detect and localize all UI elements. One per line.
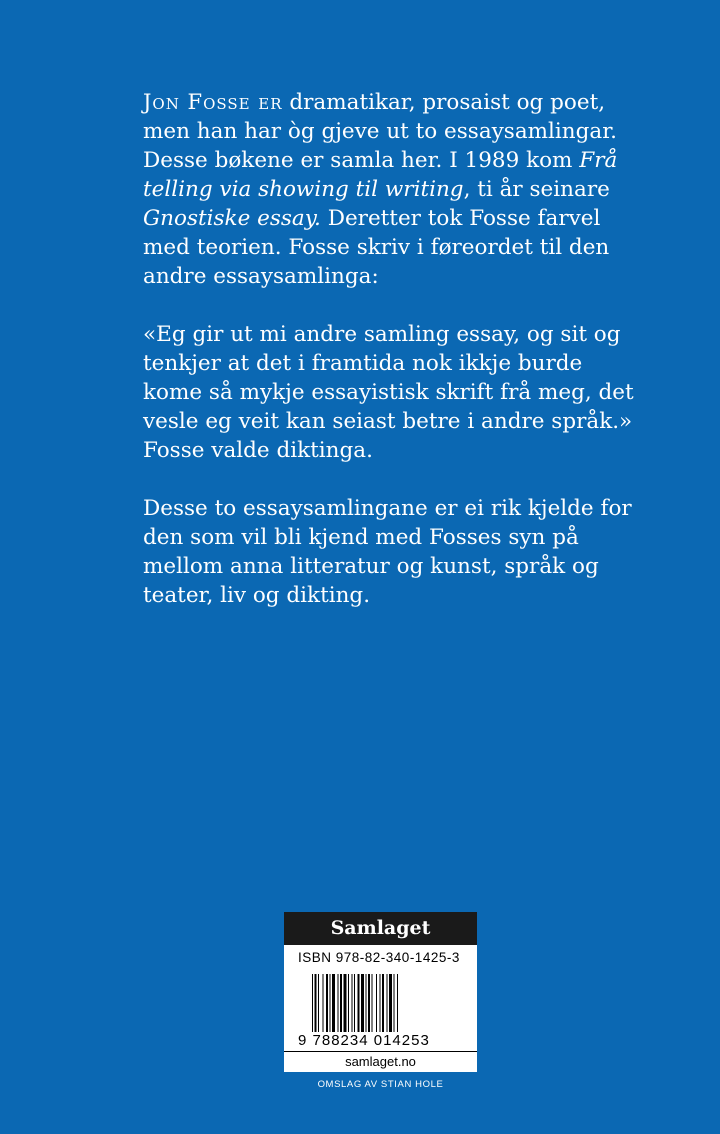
barcode-digits: 9 788234 014253 <box>298 1032 430 1049</box>
blurb-text: , ti år seinare <box>463 177 610 202</box>
blurb-text: dramatikar, prosaist og poet, men han har òg gjeve ut to essaysamlingar. Desse bøkene er samla her. I 1989 kom <box>143 90 617 173</box>
publisher-logo: Samlaget <box>284 912 477 945</box>
blurb-paragraph-1 <box>143 88 643 291</box>
author-lead: Jon Fosse er <box>143 90 283 114</box>
barcode-box <box>284 912 477 1072</box>
publisher-website: samlaget.no <box>284 1051 477 1073</box>
cover-credit: OMSLAG AV STIAN HOLE <box>317 1079 444 1090</box>
book-title-1: Frå telling via showing til writing <box>143 148 618 202</box>
back-cover-blurb <box>143 88 643 639</box>
blurb-paragraph-3: Desse to essaysamlingane er ei rik kjelde for den som vil bli kjend med Fosses syn på mellom anna litteratur og kunst, språk og teater, liv og dikting. <box>143 496 632 608</box>
blurb-text: Deretter tok Fosse farvel med teorien. Fosse skriv i føreordet til den andre essaysamlinga: <box>143 206 610 289</box>
isbn-text: ISBN 978-82-340-1425-3 <box>298 950 460 965</box>
barcode-icon <box>312 974 462 1032</box>
blurb-quote: «Eg gir ut mi andre samling essay, og sit og tenkjer at det i framtida nok ikkje burde kome så mykje essayistisk skrift frå meg, det vesle eg veit kan seiast betre i andre språk.» Fosse valde diktinga. <box>143 322 634 463</box>
book-title-2: Gnostiske essay. <box>143 206 321 231</box>
